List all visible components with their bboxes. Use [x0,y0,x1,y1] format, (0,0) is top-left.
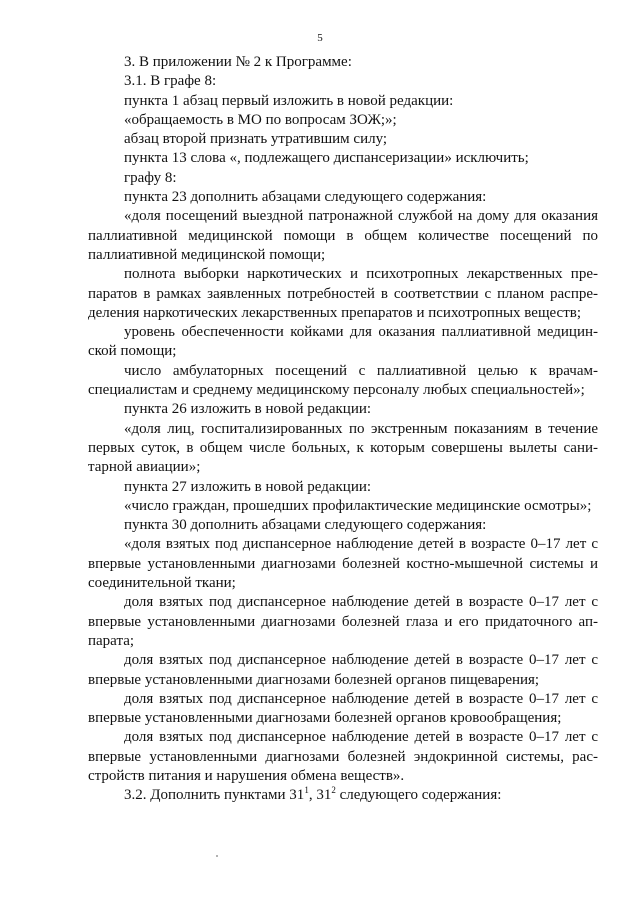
paragraph: пункта 1 абзац первый изложить в новой редакции: [124,92,454,109]
paragraph: доля взятых под диспансерное наблюдение детей в возрасте 0–17 лет с впервые установленными диагнозами болезней органов кровообращения; [88,690,598,727]
last-line-prefix: 3.2. Дополнить пунктами 31 [124,787,305,804]
paragraph: «число граждан, прошедших профилактические медицинские осмотры»; [124,497,592,514]
document-body [88,53,598,806]
paragraph: абзац второй признать утратившим силу; [124,131,388,148]
paragraph: доля взятых под диспансерное наблюдение детей в возрасте 0–17 лет с впервые установленными диагнозами болезней эндокринной системы, расстройств питания и нарушения обмена веществ». [88,729,598,784]
superscript-2: 2 [331,785,336,796]
scan-speck [216,855,218,857]
last-line-suffix: следующего содержания: [335,787,502,804]
paragraph-last [88,786,598,805]
paragraph: «доля посещений выездной патронажной службой на дому для оказания паллиативной медицинской помощи в общем количестве посещений по паллиативной медицинской помощи; [88,208,598,263]
paragraph: «обращаемость в МО по вопросам ЗОЖ;»; [124,111,397,128]
paragraph: полнота выборки наркотических и психотропных лекарственных препаратов в рамках заявленных потребностей в соответствии с планом распределения наркотических лекарственных препаратов и психотропных веществ; [88,266,598,321]
paragraph: доля взятых под диспансерное наблюдение детей в возрасте 0–17 лет с впервые установленными диагнозами болезней органов пищеварения; [88,652,598,688]
paragraph: пункта 27 изложить в новой редакции: [124,478,372,495]
paragraph: 3.1. В графе 8: [124,73,217,90]
paragraph: число амбулаторных посещений с паллиативной целью к врачам-специалистам и среднему медицинскому персоналу любых специальностей»; [88,362,598,399]
superscript-1: 1 [304,785,309,796]
paragraph: уровень обеспеченности койками для оказания паллиативной медицинской помощи; [88,324,598,360]
paragraph: графу 8: [124,169,177,186]
paragraph: 3. В приложении № 2 к Программе: [124,54,352,70]
paragraph: доля взятых под диспансерное наблюдение детей в возрасте 0–17 лет с впервые установленными диагнозами болезней глаза и его придаточного аппарата; [88,594,598,649]
paragraph: «доля взятых под диспансерное наблюдение детей в возрасте 0–17 лет с впервые установленными диагнозами болезней костно-мышечной системы и соединительной ткани; [88,536,598,592]
paragraph: пункта 30 дополнить абзацами следующего содержания: [124,517,487,534]
page-number: 5 [317,32,323,44]
paragraph: «доля лиц, госпитализированных по экстренным показаниям в течение первых суток, в общем числе больных, к которым совершены вылеты санитарной авиации»; [88,420,598,476]
paragraph: пункта 26 изложить в новой редакции: [124,401,372,418]
paragraph: пункта 23 дополнить абзацами следующего содержания: [124,189,487,206]
last-line-separator: , 31 [308,787,332,804]
paragraph: пункта 13 слова «, подлежащего диспансеризации» исключить; [124,150,529,167]
